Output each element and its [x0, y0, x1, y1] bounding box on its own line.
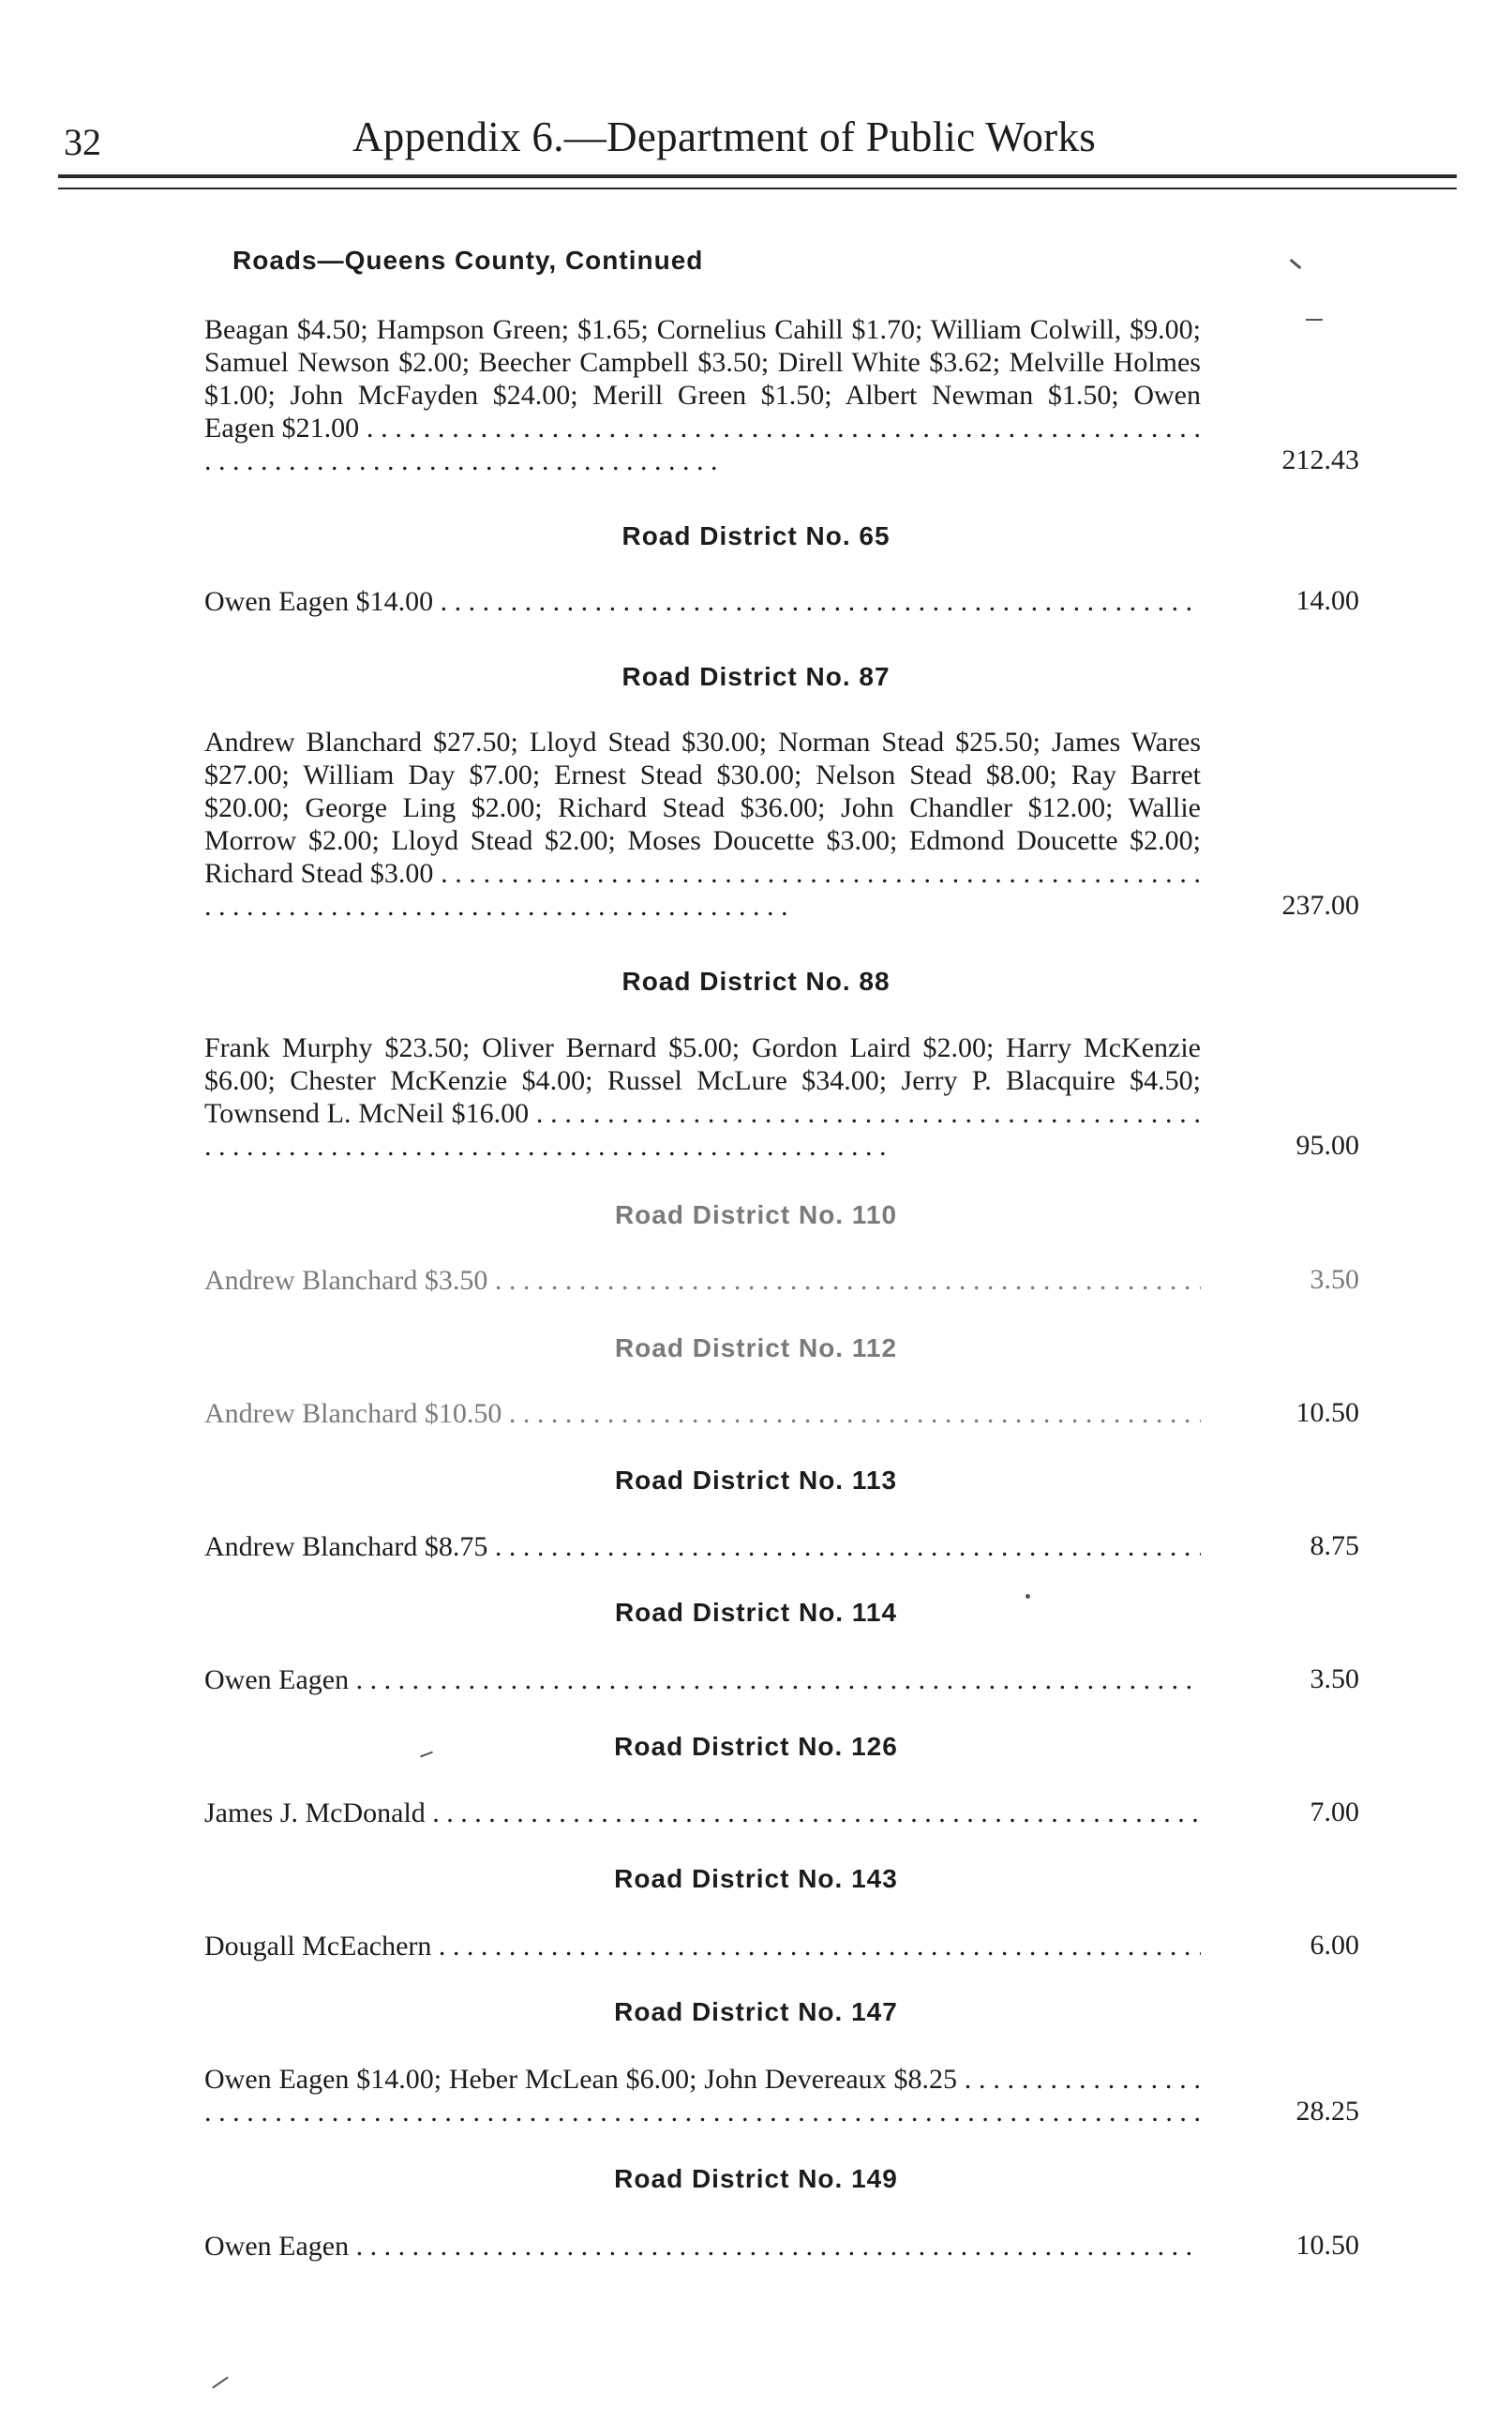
district-heading: Road District No. 87 [621, 662, 891, 691]
ledger-entry [204, 2063, 1201, 2128]
entry-amount: 6.00 [1310, 1930, 1359, 1961]
entry-text: Owen Eagen $14.00; Heber McLean $6.00; John Devereaux $8.25 . . . [204, 2063, 1201, 2128]
entry-text: Andrew Blanchard $8.75 . . . [204, 1530, 1201, 1563]
ledger-entry [204, 313, 1201, 477]
entry-text: Beagan $4.50; Hampson Green; $1.65; Cornelius Cahill $1.70; William Colwill, $9.00; Samuel Newson $2.00; Beecher Campbell $3.50; Direll White $3.62; Melville Holmes $1.00; John McFayden $24.00; Merill Green $1.50; Albert Newman $1.50; Owen Eagen $21.00 . . . [204, 313, 1201, 477]
district-heading: Road District No. 110 [614, 1200, 898, 1229]
entry-amount: 3.50 [1310, 1663, 1359, 1694]
entry-text: Owen Eagen . . . [204, 2230, 1201, 2263]
ledger-entry [204, 1797, 1201, 1829]
entry-amount: 10.50 [1295, 1397, 1359, 1428]
ledger-entry [204, 2230, 1201, 2263]
ledger-entry [204, 1663, 1201, 1696]
header-rule [58, 174, 1457, 178]
entry-amount: 28.25 [1295, 2096, 1359, 2127]
district-heading: Road District No. 88 [621, 967, 891, 996]
section-title: Roads—Queens County, Continued [232, 246, 704, 275]
entry-amount: 7.00 [1310, 1797, 1359, 1827]
district-heading: Road District No. 112 [614, 1333, 898, 1362]
district-heading: Road District No. 114 [614, 1598, 898, 1627]
ledger-entry [204, 1930, 1201, 1962]
ledger-entry [204, 1397, 1201, 1430]
district-heading: Road District No. 143 [614, 1864, 898, 1893]
scan-speck [212, 2376, 229, 2388]
ledger-entry [204, 585, 1201, 618]
entry-amount: 14.00 [1295, 585, 1359, 616]
entry-text: Owen Eagen $14.00 . . . [204, 585, 1201, 618]
entry-text: Frank Murphy $23.50; Oliver Bernard $5.00; Gordon Laird $2.00; Harry McKenzie $6.00; Chester McKenzie $4.00; Russel McLure $34.00; Jerry P. Blacquire $4.50; Townsend L. McNeil $16.00 . . . [204, 1031, 1201, 1163]
header-rule [58, 188, 1457, 189]
entry-text: Andrew Blanchard $3.50 . . . [204, 1264, 1201, 1297]
entry-text: Andrew Blanchard $10.50 . . . [204, 1397, 1201, 1430]
scan-speck [1025, 1594, 1030, 1599]
district-heading: Road District No. 126 [614, 1732, 898, 1761]
entry-text: Dougall McEachern . . . [204, 1930, 1201, 1962]
entry-amount: 8.75 [1310, 1530, 1359, 1561]
entry-amount: 3.50 [1310, 1264, 1359, 1295]
scan-speck [1306, 319, 1323, 321]
ledger-entry [204, 1530, 1201, 1563]
entry-amount: 237.00 [1281, 890, 1359, 921]
entry-text: Owen Eagen . . . [204, 1663, 1201, 1696]
page-number: 32 [64, 121, 101, 163]
entry-text: James J. McDonald . . . [204, 1797, 1201, 1829]
running-head-title: Appendix 6.—Department of Public Works [352, 113, 1097, 160]
ledger-entry [204, 726, 1201, 923]
district-heading: Road District No. 147 [614, 1997, 898, 2026]
entry-text: Andrew Blanchard $27.50; Lloyd Stead $30.00; Norman Stead $25.50; James Wares $27.00; William Day $7.00; Ernest Stead $30.00; Nelson Stead $8.00; Ray Barret $20.00; George Ling $2.00; Richard Stead $36.00; John Chandler $12.00; Wallie Morrow $2.00; Lloyd Stead $2.00; Moses Doucette $3.00; Edmond Doucette $2.00; Richard Stead $3.00 . . . [204, 726, 1201, 923]
ledger-entry [204, 1031, 1201, 1163]
entry-amount: 95.00 [1295, 1130, 1359, 1161]
scan-speck [1290, 259, 1302, 269]
entry-amount: 212.43 [1281, 444, 1359, 475]
entry-amount: 10.50 [1295, 2230, 1359, 2261]
district-heading: Road District No. 65 [621, 521, 891, 550]
district-heading: Road District No. 149 [614, 2164, 898, 2193]
district-heading: Road District No. 113 [614, 1466, 898, 1495]
ledger-entry [204, 1264, 1201, 1297]
